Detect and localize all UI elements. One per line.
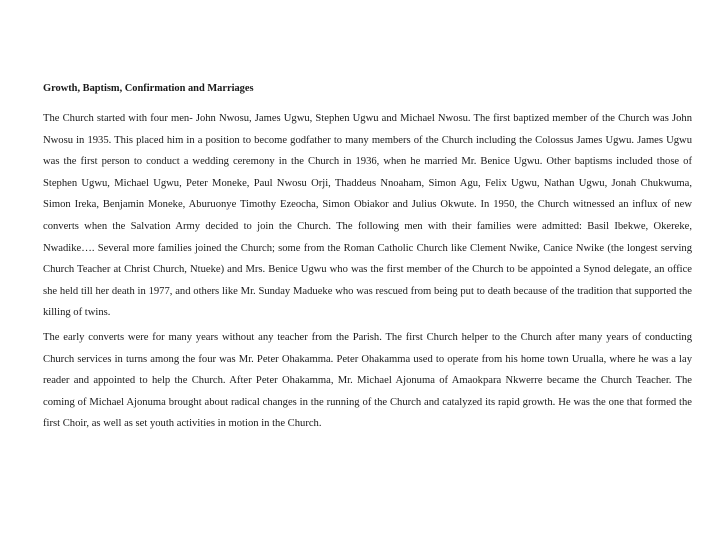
paragraph-early-teachers: The early converts were for many years without any teacher from the Parish. The first Church helper to the Church after many years of conducting Church services in turns among the four was Mr. Peter Ohakamma. Peter Ohakamma used to operate from his home town Urualla, where he was a lay reader and appointed to help the Church. After Peter Ohakamma, Mr. Michael Ajonuma of Amaokpara Nkwerre became the Church Teacher. The coming of Michael Ajonuma brought about radical changes in the running of the Church and catalyzed its rapid growth. He was the one that formed the first Choir, as well as set youth activities in motion in the Church. — [43, 331, 692, 430]
paragraph-church-beginnings: The Church started with four men- John Nwosu, James Ugwu, Stephen Ugwu and Michael Nwosu. The first baptized member of the Church was John Nwosu in 1935. This placed him in a position to become godfather to many members of the Church including the Colossus James Ugwu. James Ugwu was the first person to conduct a wedding ceremony in the Church in 1936, when he married Mr. Benice Ugwu. Other baptisms included those of Stephen Ugwu, Michael Ugwu, Peter Moneke, Paul Nwosu Orji, Thaddeus Nnoaham, Simon Agu, Felix Ugwu, Nathan Ugwu, Jonah Chukwuma, Simon Ireka, Benjamin Moneke, Aburuonye Timothy Ezeocha, Simon Obiakor and Julius Okwute. In 1950, the Church witnessed an influx of new converts when the Salvation Army decided to join the Church. The following men with their families were admitted: Basil Ibekwe, Okereke, Nwadike…. Several more families joined the Church; some from the Roman Catholic Church like Clement Nwike, Canice Nwike (the longest serving Church Teacher at Christ Church, Ntueke) and Mrs. Benice Ugwu who was the first member of the Church to be appointed a Synod delegate, an office she held till her death in 1977, and others like Mr. Sunday Madueke who was rescued from being put to death because of the tradition that supported the killing of twins. — [43, 113, 692, 319]
document-page — [43, 82, 692, 438]
section-heading: Growth, Baptism, Confirmation and Marriages — [43, 83, 254, 94]
